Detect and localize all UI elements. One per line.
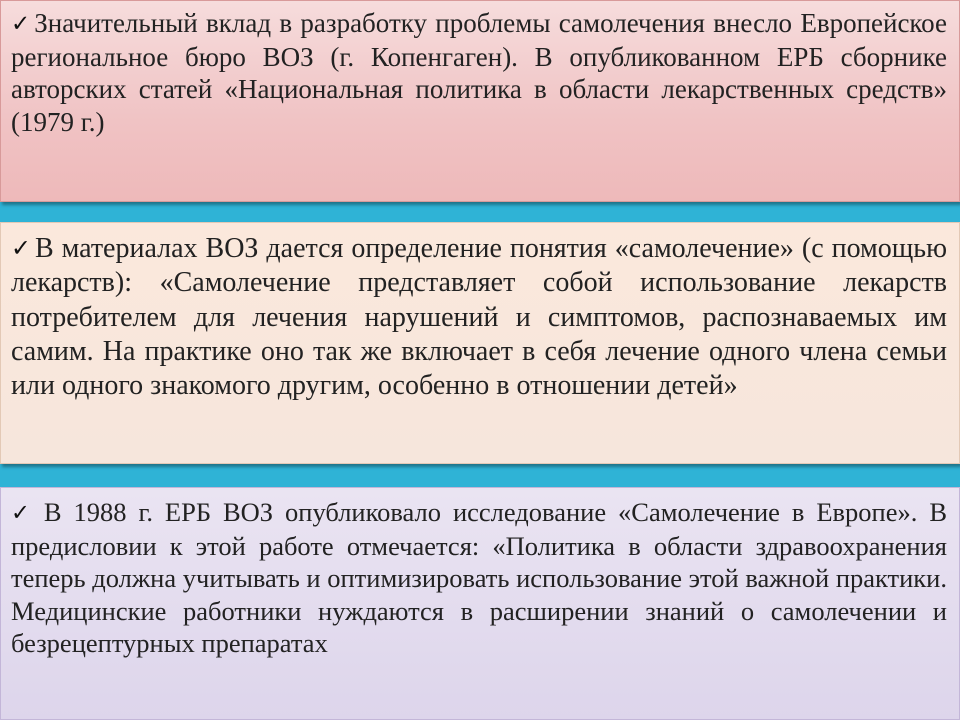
paragraph-1-text: Значительный вклад в разработку проблемы самолечения внесло Европейское региональное бюро ВОЗ (г. Копенгаген). В опубликованном ЕРБ сборнике авторских статей «Национальная политика в области лекарственных средств» (1979 г.) — [11, 8, 947, 137]
text-block-1 — [0, 0, 960, 202]
paragraph-3-text: В 1988 г. ЕРБ ВОЗ опубликовало исследование «Самолечение в Европе». В предисловии к этой работе отмечается: «Политика в области здравоохранения теперь должна учитывать и оптимизировать использование этой важной практики. Медицинские работники нуждаются в расширении знаний о самолечении и безрецептурных препаратах — [11, 497, 947, 658]
paragraph-2 — [11, 231, 947, 403]
paragraph-1 — [11, 7, 947, 138]
text-block-3 — [0, 487, 960, 720]
paragraph-2-text: В материалах ВОЗ дается определение понятия «самолечение» (с помощью лекарств): «Самолечение представляет собой использование лекарств потребителем для лечения нарушений и симптомов, распознаваемых им самим. На практике оно так же включает в себя лечение одного члена семьи или одного знакомого другим, особенно в отношении детей» — [11, 233, 947, 402]
paragraph-3 — [11, 496, 947, 660]
checkmark-icon: ✓ — [11, 11, 31, 37]
text-block-2 — [0, 222, 960, 464]
checkmark-icon: ✓ — [11, 500, 30, 526]
checkmark-icon: ✓ — [11, 234, 31, 262]
